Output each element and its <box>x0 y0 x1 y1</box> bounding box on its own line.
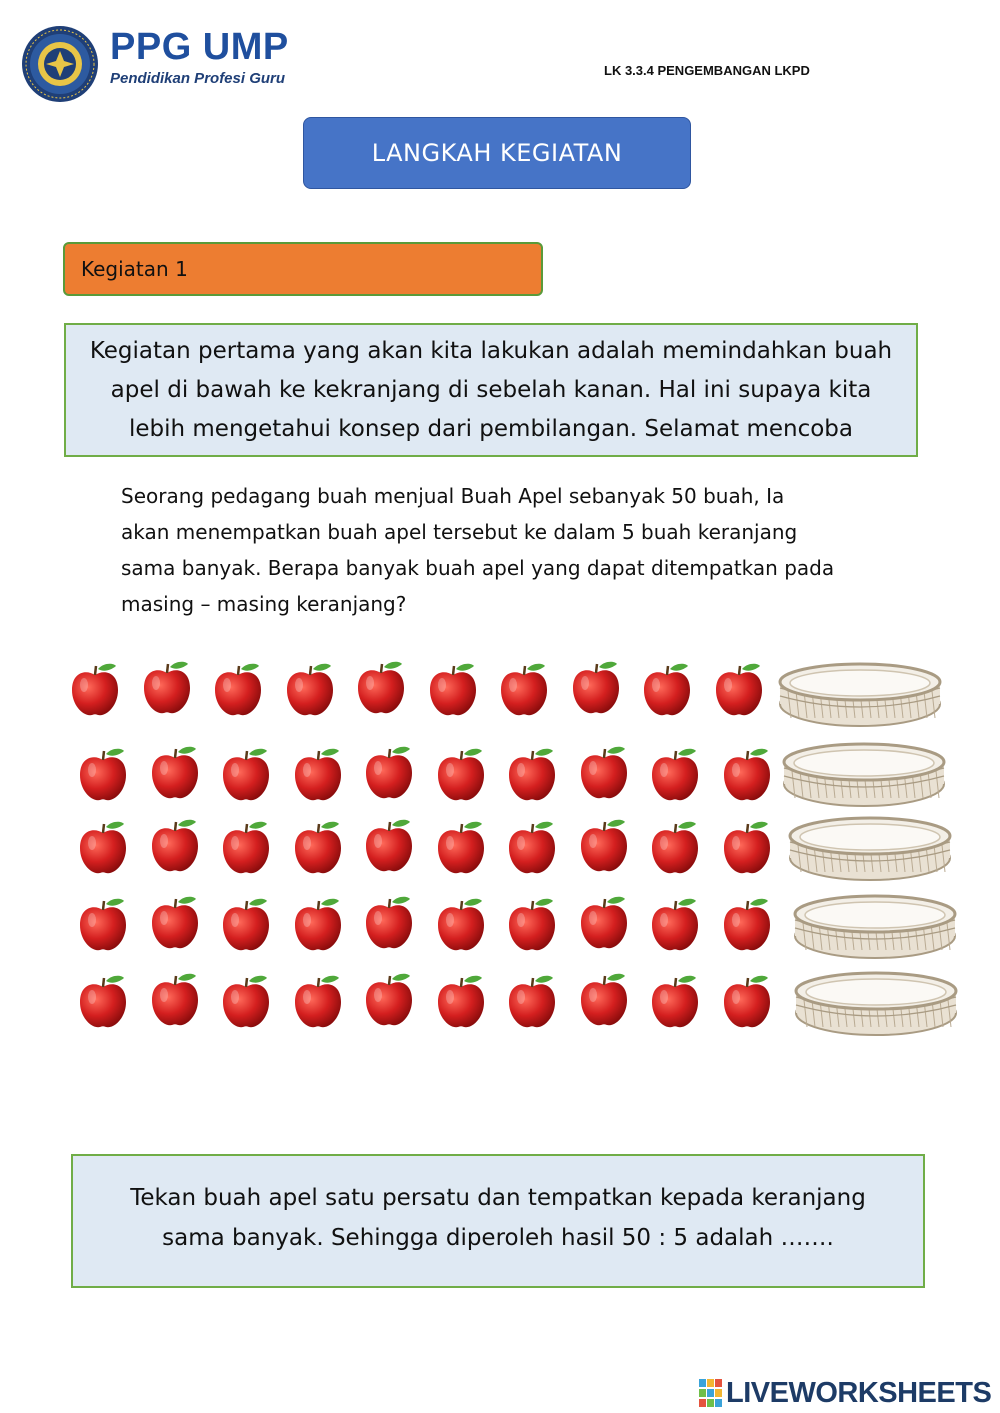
apple-icon[interactable] <box>640 660 694 718</box>
apple-icon[interactable] <box>148 816 202 874</box>
apple-icon[interactable] <box>577 893 631 951</box>
apple-icon[interactable] <box>140 658 194 716</box>
apple-icon[interactable] <box>720 818 774 876</box>
apple-icon[interactable] <box>362 970 416 1028</box>
instruction-line: Tekan buah apel satu persatu dan tempatkan kepada keranjang <box>130 1185 866 1211</box>
basket-icon[interactable] <box>793 969 959 1037</box>
apple-icon[interactable] <box>76 818 130 876</box>
apple-icon[interactable] <box>497 660 551 718</box>
apple-icon[interactable] <box>720 895 774 953</box>
apple-icon[interactable] <box>362 893 416 951</box>
apple-icon[interactable] <box>219 745 273 803</box>
basket-icon[interactable] <box>792 892 958 960</box>
apple-icon[interactable] <box>712 660 766 718</box>
apple-icon[interactable] <box>76 745 130 803</box>
apple-icon[interactable] <box>505 818 559 876</box>
apple-icon[interactable] <box>426 660 480 718</box>
apple-icon[interactable] <box>68 660 122 718</box>
apple-icon[interactable] <box>362 743 416 801</box>
apple-icon[interactable] <box>648 818 702 876</box>
apple-icon[interactable] <box>505 972 559 1030</box>
apple-icon[interactable] <box>76 972 130 1030</box>
liveworksheets-logo-icon <box>698 1378 724 1408</box>
apple-icon[interactable] <box>362 816 416 874</box>
basket-icon[interactable] <box>777 660 943 728</box>
apple-icon[interactable] <box>577 816 631 874</box>
apple-icon[interactable] <box>291 972 345 1030</box>
apple-icon[interactable] <box>283 660 337 718</box>
apple-icon[interactable] <box>577 970 631 1028</box>
apple-icon[interactable] <box>434 745 488 803</box>
apple-icon[interactable] <box>434 972 488 1030</box>
problem-line: akan menempatkan buah apel tersebut ke dalam 5 buah keranjang <box>121 520 798 544</box>
logo-title: PPG UMP <box>110 26 289 68</box>
problem-line: masing – masing keranjang? <box>121 592 407 616</box>
basket-icon[interactable] <box>781 740 947 808</box>
apple-icon[interactable] <box>648 972 702 1030</box>
problem-line: Seorang pedagang buah menjual Buah Apel sebanyak 50 buah, Ia <box>121 484 785 508</box>
logo-subtitle: Pendidikan Profesi Guru <box>110 70 286 87</box>
apple-icon[interactable] <box>720 972 774 1030</box>
intro-box <box>64 323 918 457</box>
apple-icon[interactable] <box>505 895 559 953</box>
apple-icon[interactable] <box>505 745 559 803</box>
apple-icon[interactable] <box>569 658 623 716</box>
apple-icon[interactable] <box>434 895 488 953</box>
activity-label-text: Kegiatan 1 <box>81 257 188 281</box>
apple-icon[interactable] <box>211 660 265 718</box>
apple-icon[interactable] <box>219 895 273 953</box>
apple-icon[interactable] <box>291 895 345 953</box>
apple-icon[interactable] <box>720 745 774 803</box>
apple-icon[interactable] <box>648 745 702 803</box>
university-seal-logo <box>20 24 100 104</box>
section-title: LANGKAH KEGIATAN <box>303 117 691 189</box>
apple-icon[interactable] <box>148 743 202 801</box>
liveworksheets-watermark: LIVEWORKSHEETS <box>726 1377 992 1409</box>
problem-statement <box>121 478 881 622</box>
apple-icon[interactable] <box>648 895 702 953</box>
activity-label <box>63 242 543 296</box>
instruction-line: sama banyak. Sehingga diperoleh hasil 50 : 5 adalah ……. <box>162 1225 834 1251</box>
intro-text: Kegiatan pertama yang akan kita lakukan adalah memindahkan buah apel di bawah ke kekranjang di sebelah kanan. Hal ini supaya kita lebih mengetahui konsep dari pembilangan. Selamat mencoba <box>89 337 893 442</box>
document-code: LK 3.3.4 PENGEMBANGAN LKPD <box>604 63 810 78</box>
apple-icon[interactable] <box>148 893 202 951</box>
apple-icon[interactable] <box>291 818 345 876</box>
apple-icon[interactable] <box>577 743 631 801</box>
instruction-box <box>71 1154 925 1288</box>
apple-icon[interactable] <box>219 972 273 1030</box>
apple-icon[interactable] <box>219 818 273 876</box>
apple-icon[interactable] <box>291 745 345 803</box>
apple-icon[interactable] <box>148 970 202 1028</box>
apple-icon[interactable] <box>434 818 488 876</box>
problem-line: sama banyak. Berapa banyak buah apel yang dapat ditempatkan pada <box>121 556 835 580</box>
apple-icon[interactable] <box>76 895 130 953</box>
basket-icon[interactable] <box>787 814 953 882</box>
apple-icon[interactable] <box>354 658 408 716</box>
